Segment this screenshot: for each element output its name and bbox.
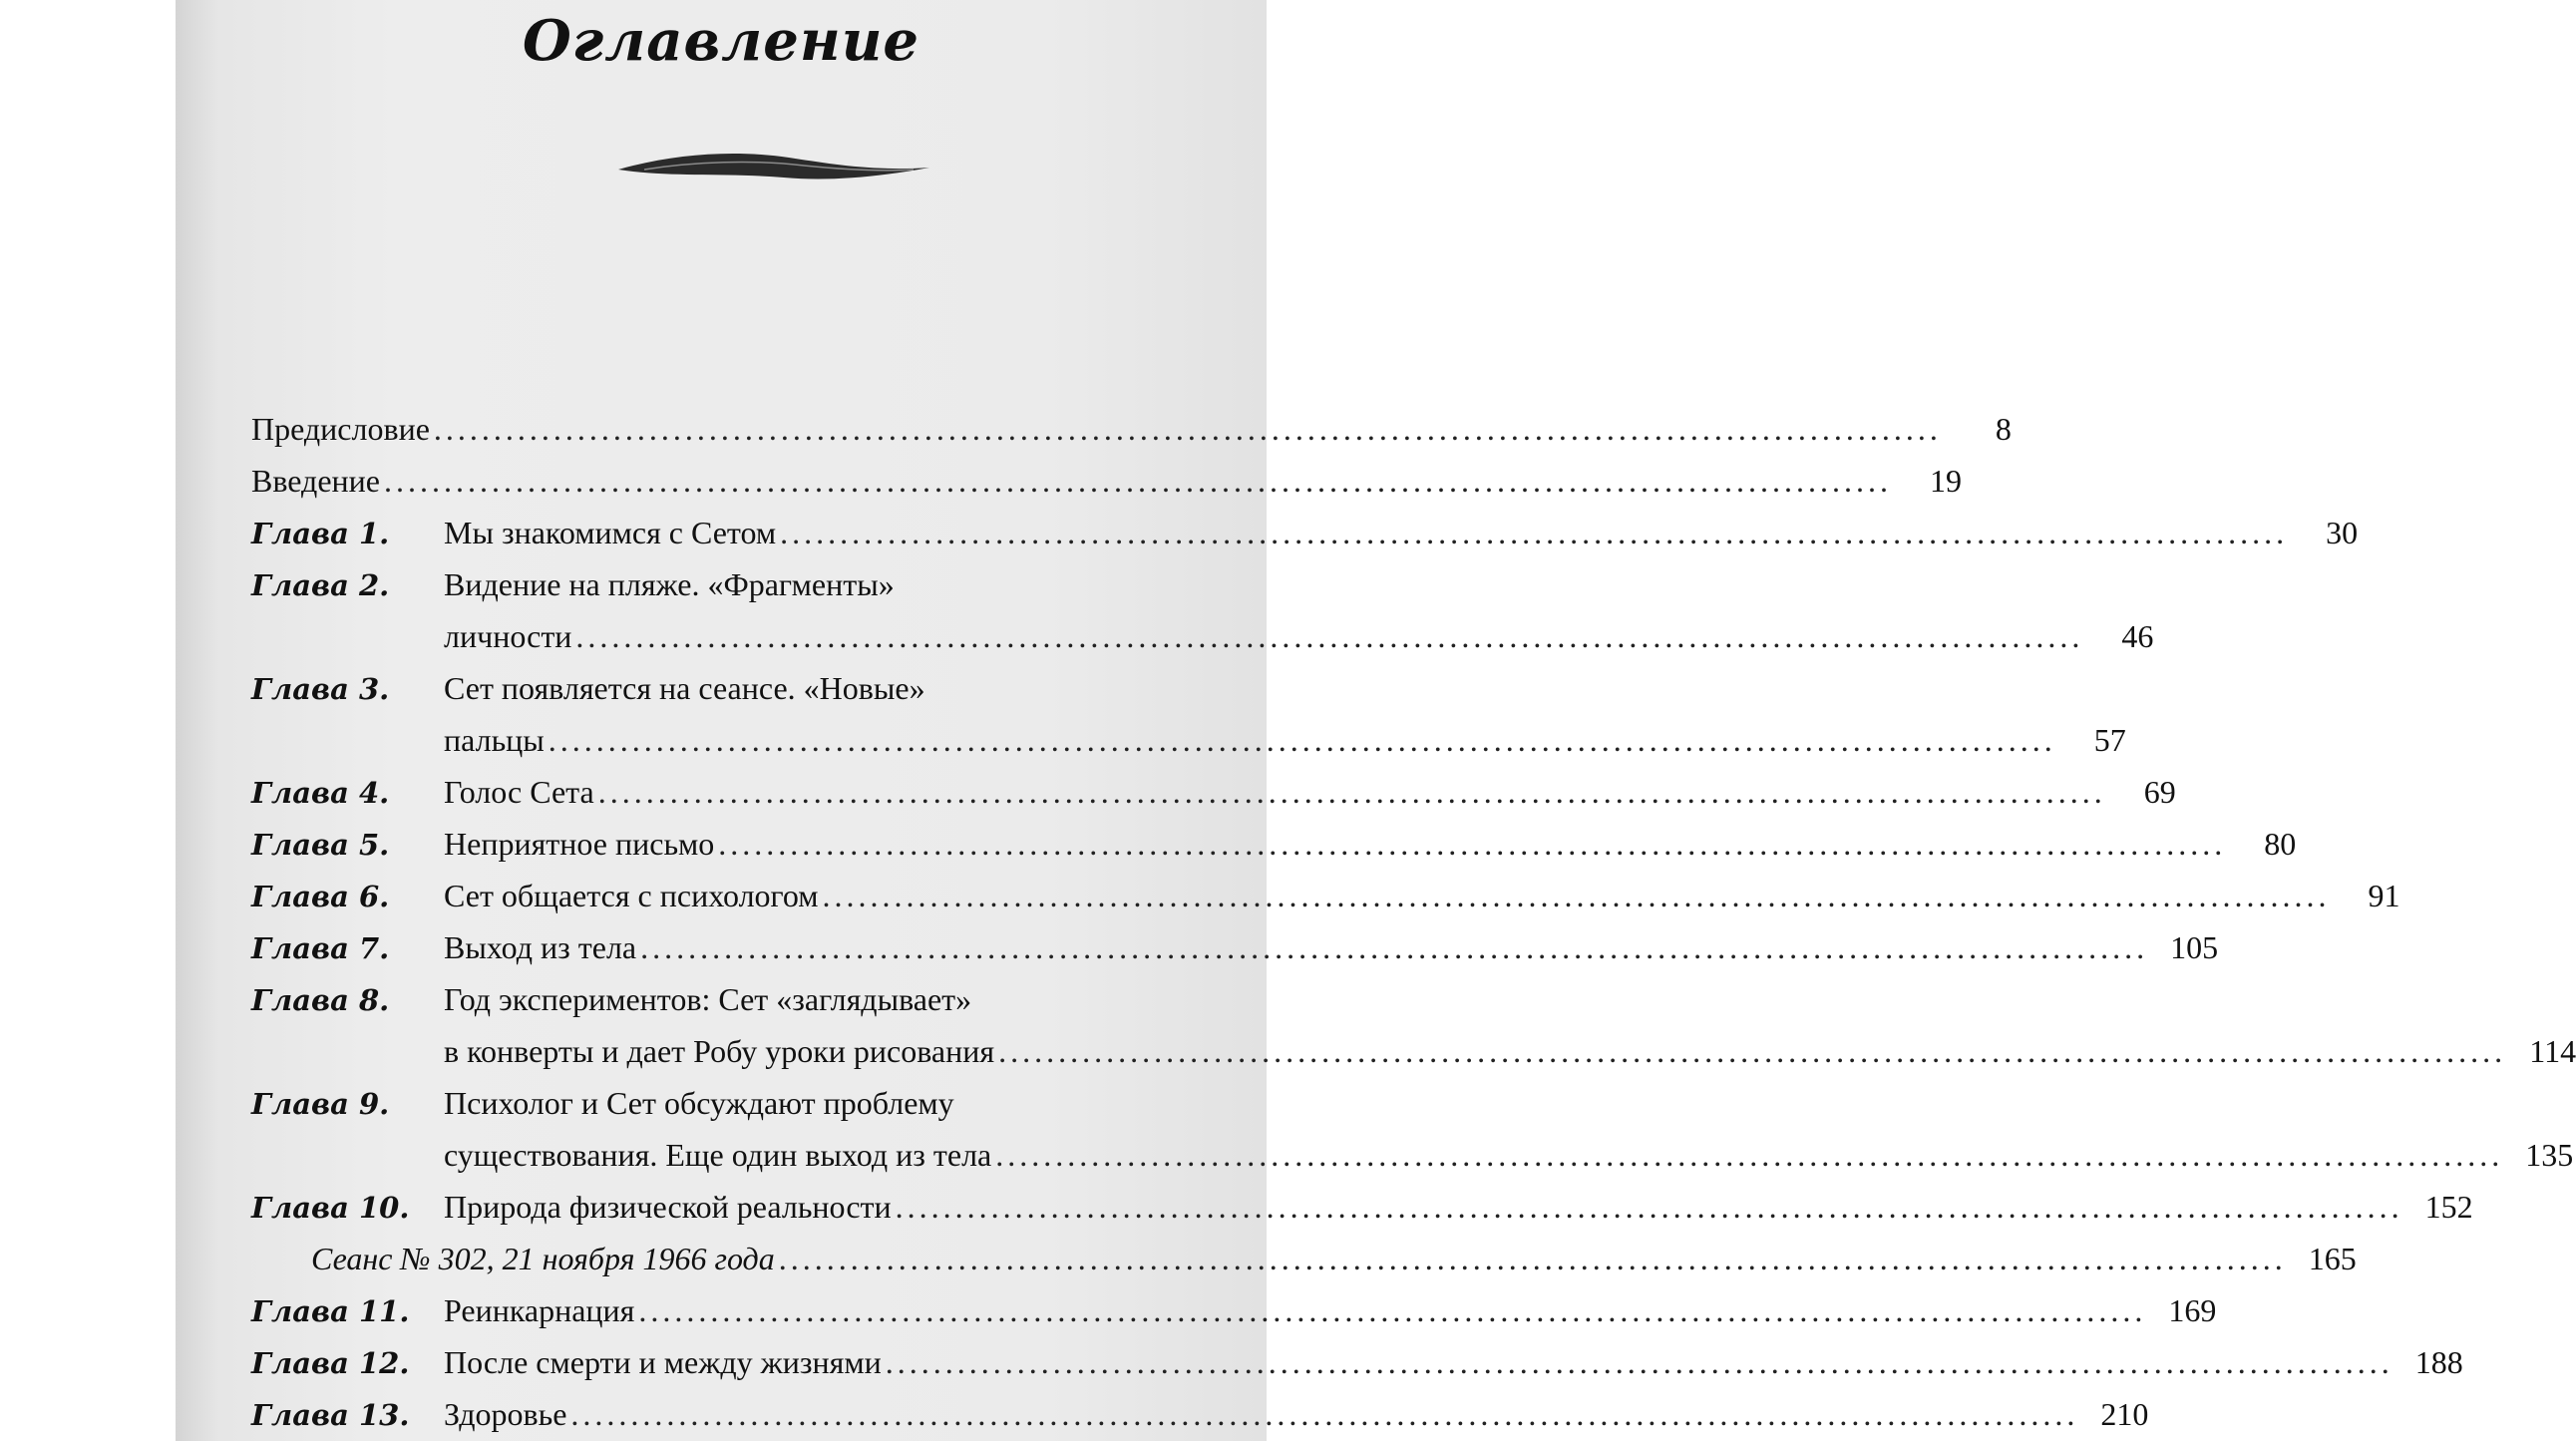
entry-title: пальцы [444, 722, 545, 758]
toc-line [251, 1336, 2463, 1388]
toc-entry [251, 1336, 2463, 1388]
entry-title: Выход из тела [444, 929, 637, 965]
chapter-label: Глава 4. [251, 776, 390, 810]
chapter-label: Глава 10. [251, 1191, 410, 1225]
page-number: 165 [2308, 1241, 2357, 1276]
toc-line [251, 1284, 2217, 1336]
dot-leader: .............................................................................................................................. [718, 826, 2227, 862]
chapter-label: Глава 3. [251, 672, 390, 706]
page-title: Оглавление [522, 8, 920, 74]
toc-line [251, 921, 2219, 973]
toc-entry [251, 818, 2297, 870]
dot-leader: .............................................................................................................................. [640, 929, 2149, 965]
entry-title: Год экспериментов: Сет «заглядывает» [444, 981, 972, 1017]
dot-leader: .............................................................................................................................. [597, 774, 2106, 810]
page-number: 8 [1995, 411, 2012, 447]
toc-entry [251, 1077, 2574, 1181]
entry-title: Голос Сета [444, 774, 594, 810]
dot-leader: .............................................................................................................................. [575, 618, 2084, 654]
dot-leader: .............................................................................................................................. [998, 1033, 2507, 1069]
entry-title: личности [444, 618, 572, 654]
page-number: 91 [2368, 878, 2400, 913]
entry-title: Введение [251, 463, 380, 499]
entry-title: существования. Еще один выход из тела [444, 1137, 992, 1173]
chapter-label: Глава 12. [251, 1346, 410, 1380]
toc-entry [251, 766, 2176, 818]
toc-entry [251, 558, 2154, 662]
entry-title: в конверты и дает Робу уроки рисования [444, 1033, 995, 1069]
toc-line [251, 507, 2359, 558]
chapter-label: Глава 11. [251, 1294, 410, 1328]
dot-leader: .............................................................................................................................. [638, 1292, 2147, 1328]
dot-leader: .............................................................................................................................. [885, 1344, 2393, 1380]
page-number: 188 [2414, 1344, 2463, 1380]
chapter-label: Глава 6. [251, 880, 390, 913]
toc-line [251, 610, 2154, 662]
entry-title: Видение на пляже. «Фрагменты» [444, 566, 895, 602]
toc-line [251, 662, 1191, 714]
chapter-label: Глава 13. [251, 1398, 410, 1432]
entry-title: Сет общается с психологом [444, 878, 819, 913]
page-number: 57 [2093, 722, 2126, 758]
chapter-label: Глава 7. [251, 931, 390, 965]
page-number: 135 [2525, 1137, 2574, 1173]
toc-line [251, 558, 1191, 610]
toc-line [251, 1129, 2574, 1181]
entry-title: Психолог и Сет обсуждают проблему [444, 1085, 954, 1121]
entry-title: Предисловие [251, 411, 430, 447]
dot-leader: .............................................................................................................................. [995, 1137, 2504, 1173]
dot-leader: .............................................................................................................................. [780, 515, 2289, 550]
toc-entry [251, 921, 2219, 973]
entry-title: Неприятное письмо [444, 826, 715, 862]
dot-leader: .............................................................................................................................. [433, 411, 1942, 447]
table-of-contents [251, 403, 2576, 1440]
toc-line [251, 714, 2126, 766]
dot-leader: .............................................................................................................................. [778, 1241, 2287, 1276]
page-number: 152 [2424, 1189, 2473, 1225]
page-number: 19 [1929, 463, 1962, 499]
entry-title: Здоровье [444, 1396, 567, 1432]
toc-line [251, 818, 2297, 870]
toc-entry [251, 507, 2359, 558]
toc-entry [251, 1388, 2149, 1440]
toc-line [251, 1388, 2149, 1440]
toc-entry [251, 1284, 2217, 1336]
toc-entry [251, 662, 2126, 766]
page-number: 169 [2168, 1292, 2217, 1328]
entry-title: Сеанс № 302, 21 ноября 1966 года [311, 1241, 775, 1276]
entry-title: После смерти и между жизнями [444, 1344, 882, 1380]
ornament-divider-icon [614, 148, 933, 187]
toc-line [251, 766, 2176, 818]
page-number: 105 [2170, 929, 2219, 965]
toc-entry [251, 455, 1962, 507]
dot-leader: .............................................................................................................................. [383, 463, 1892, 499]
dot-leader: .............................................................................................................................. [822, 878, 2331, 913]
toc-line [251, 973, 1191, 1025]
chapter-label: Глава 8. [251, 983, 390, 1017]
page-number: 210 [2100, 1396, 2149, 1432]
toc-line [251, 1181, 2473, 1233]
entry-title: Природа физической реальности [444, 1189, 892, 1225]
page-number: 30 [2326, 515, 2359, 550]
toc-line [251, 1077, 1191, 1129]
dot-leader: .............................................................................................................................. [548, 722, 2056, 758]
chapter-label: Глава 5. [251, 828, 390, 862]
chapter-label: Глава 1. [251, 517, 390, 550]
toc-entry [251, 403, 2012, 455]
page-number: 114 [2529, 1033, 2576, 1069]
book-page [176, 0, 2576, 1441]
toc-line [251, 1233, 2357, 1284]
toc-line [251, 403, 2012, 455]
dot-leader: .............................................................................................................................. [570, 1396, 2079, 1432]
toc-line [251, 870, 2400, 921]
toc-line [251, 1025, 2576, 1077]
page-number: 80 [2264, 826, 2297, 862]
page-number: 69 [2143, 774, 2176, 810]
chapter-label: Глава 2. [251, 568, 390, 602]
chapter-label: Глава 9. [251, 1087, 390, 1121]
entry-title: Реинкарнация [444, 1292, 635, 1328]
entry-title: Сет появляется на сеансе. «Новые» [444, 670, 925, 706]
page-number: 46 [2121, 618, 2154, 654]
toc-line [251, 455, 1962, 507]
dot-leader: .............................................................................................................................. [895, 1189, 2403, 1225]
toc-entry [251, 870, 2400, 921]
toc-entry [251, 973, 2576, 1077]
entry-title: Мы знакомимся с Сетом [444, 515, 777, 550]
toc-entry [251, 1233, 2357, 1284]
toc-entry [251, 1181, 2473, 1233]
